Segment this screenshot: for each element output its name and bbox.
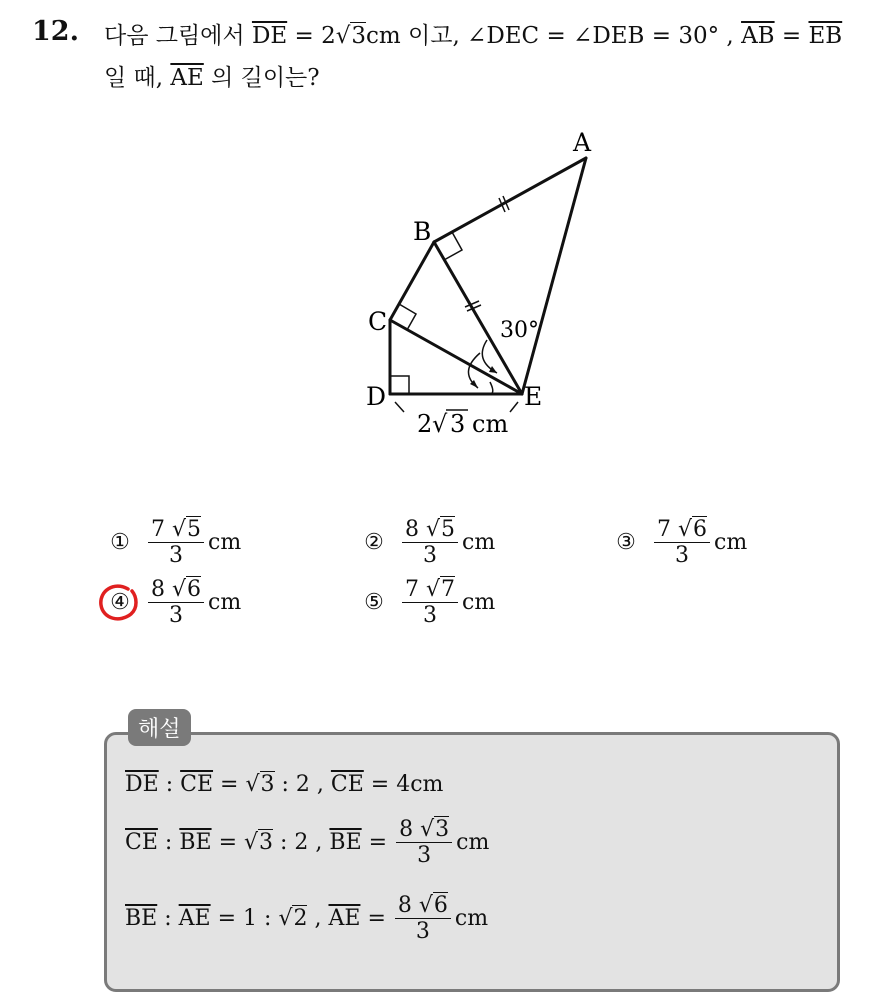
segment-eb: $\overline{EB}$ xyxy=(808,23,843,49)
segment-de: $\overline{DE}$ xyxy=(251,23,288,49)
right-angle-mark-d xyxy=(390,376,409,394)
q-text: = xyxy=(781,23,802,49)
geometry-figure xyxy=(0,0,884,470)
choice-number: ③ xyxy=(616,530,636,556)
choice-unit: cm xyxy=(714,530,748,556)
angle-arc-dec xyxy=(490,382,493,394)
length-sqrt-sign: √ xyxy=(432,410,448,438)
solution-line-1: $\overline{DE}$ : $\overline{CE}$ = √3 : 2 , $\overline{CE}$ = 4cm xyxy=(125,772,444,797)
choice-number: ④ xyxy=(108,590,132,615)
q-text: = 2 xyxy=(294,23,336,49)
choice-unit: cm xyxy=(208,530,242,556)
choice-unit: cm xyxy=(208,590,242,616)
solution-tag: 해설 xyxy=(128,709,191,746)
choice-number: ⑤ xyxy=(364,590,384,616)
side-ab xyxy=(434,158,586,242)
choice-2[interactable] xyxy=(362,518,495,567)
choice-unit: cm xyxy=(462,590,496,616)
length-coef: 2 xyxy=(417,410,433,438)
q-text: 일 때, xyxy=(104,65,164,91)
vertex-label-a: A xyxy=(573,128,592,157)
choice-fraction: $\frac{7 √5}{3}$ xyxy=(148,518,204,567)
vertex-label-b: B xyxy=(413,217,432,246)
length-unit: cm xyxy=(472,410,509,438)
answer-mark-icon xyxy=(98,583,142,625)
choice-fraction: $\frac{7 √6}{3}$ xyxy=(654,518,710,567)
choice-1[interactable] xyxy=(108,518,241,567)
q-text: 의 길이는? xyxy=(211,65,320,91)
angle-label: 30° xyxy=(500,318,539,343)
sqrt-3: √3 xyxy=(335,23,366,49)
vertex-label-c: C xyxy=(368,307,388,336)
q-text: cm 이고, ∠DEC = ∠DEB = 30° , xyxy=(366,23,734,49)
choice-unit: cm xyxy=(462,530,496,556)
arrow-head xyxy=(489,366,497,373)
length-bracket xyxy=(510,402,518,412)
question-number: 12. xyxy=(32,16,79,47)
q-text: 다음 그림에서 xyxy=(104,23,245,49)
segment-ae: $\overline{AE}$ xyxy=(170,65,204,91)
choice-fraction: $\frac{7 √7}{3}$ xyxy=(402,578,458,627)
choice-number: ② xyxy=(364,530,384,556)
choice-5[interactable] xyxy=(362,578,495,627)
vertex-label-e: E xyxy=(524,382,543,411)
side-bc xyxy=(390,242,434,320)
choice-fraction: $\frac{8 √6}{3}$ xyxy=(148,578,204,627)
choice-4[interactable] xyxy=(108,578,241,627)
solution-line-3: $\overline{BE}$ : $\overline{AE}$ = 1 : √2 , $\overline{AE}$ = $\frac{8 √6}{3}$ cm xyxy=(125,893,489,945)
solution-line-2: $\overline{CE}$ : $\overline{BE}$ = √3 : 2 , $\overline{BE}$ = $\frac{8 √3}{3}$ cm xyxy=(125,817,490,869)
choice-fraction: $\frac{8 √5}{3}$ xyxy=(402,518,458,567)
segment-ab: $\overline{AB}$ xyxy=(741,23,775,49)
length-bracket xyxy=(395,402,404,412)
length-rad: 3 xyxy=(450,410,466,438)
side-ae xyxy=(522,158,586,394)
vertex-label-d: D xyxy=(366,382,387,411)
choice-3[interactable] xyxy=(614,518,747,567)
choice-number: ① xyxy=(110,530,130,556)
